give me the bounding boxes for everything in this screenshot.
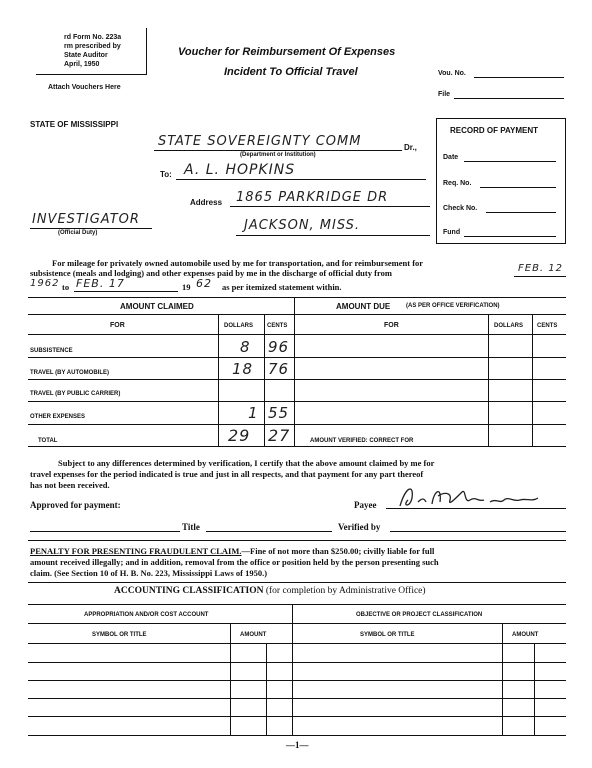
row-label-other: OTHER EXPENSES <box>30 414 86 420</box>
table-divider-right-dollars <box>488 314 489 446</box>
state-label: STATE OF MISSISSIPPI <box>30 120 119 129</box>
acct-bottom-rule <box>28 735 566 736</box>
col-dollars-left: DOLLARS <box>224 323 253 329</box>
statement-line1: For mileage for privately owned automobile used by me for transportation, and for reimbursement for <box>52 258 424 268</box>
payee-label: Payee <box>354 500 377 510</box>
penalty-text <box>30 546 434 556</box>
table-top-rule <box>28 297 566 298</box>
other-cents: 55 <box>268 404 290 422</box>
approved-label: Approved for payment: <box>30 500 121 510</box>
address-label: Address <box>190 198 223 207</box>
row-label-travel-public: TRAVEL (BY PUBLIC CARRIER) <box>30 391 121 397</box>
dr-label: Dr., <box>404 143 417 152</box>
other-dollars: 1 <box>248 404 259 422</box>
acct-divider <box>534 643 535 735</box>
table-bottom-rule <box>28 446 566 447</box>
total-cents: 27 <box>268 426 291 445</box>
row-rule <box>28 424 566 425</box>
to-word: to <box>62 282 70 292</box>
amount-header-left: AMOUNT <box>240 632 267 638</box>
record-title: RECORD OF PAYMENT <box>450 126 539 135</box>
penalty-line3: claim. (See Section 10 of H. B. No. 223, Mississippi Laws of 1950.) <box>30 568 268 578</box>
duty-field[interactable] <box>30 228 152 229</box>
record-fund-label: Fund <box>443 229 461 236</box>
dept-caption: (Department or Institution) <box>240 152 316 158</box>
form-subtitle: Incident To Official Travel <box>224 66 358 78</box>
travel-auto-cents: 76 <box>268 360 290 378</box>
row-rule <box>28 401 566 402</box>
form-line: rm prescribed by <box>64 43 121 50</box>
travel-auto-dollars: 18 <box>232 360 254 378</box>
title-label: Title <box>182 522 200 532</box>
verified-by-field[interactable] <box>390 531 566 532</box>
amount-claimed-header: AMOUNT CLAIMED <box>120 302 194 311</box>
attach-vouchers: Attach Vouchers Here <box>48 84 121 91</box>
record-check-field[interactable] <box>486 212 556 213</box>
statement-line2: subsistence (meals and lodging) and other expenses paid by me in the discharge of official duty from <box>30 268 392 278</box>
amount-verified-label: AMOUNT VERIFIED: CORRECT FOR <box>310 438 414 444</box>
page-number: —1— <box>286 740 309 750</box>
department-value: STATE SOVEREIGNTY COMM <box>158 134 362 149</box>
total-dollars: 29 <box>228 426 251 445</box>
acct-row-rule <box>28 698 566 699</box>
form-number <box>64 33 121 69</box>
col-for-right: FOR <box>384 322 399 329</box>
amount-header-right: AMOUNT <box>512 632 539 638</box>
amount-due-note: (AS PER OFFICE VERIFICATION) <box>406 303 500 309</box>
record-req-label: Req. No. <box>443 180 472 187</box>
payee-signature <box>392 480 562 512</box>
nineteen: 19 <box>182 282 191 292</box>
acct-divider <box>230 623 231 735</box>
payee-name-field[interactable] <box>176 179 426 180</box>
from-date: FEB. 12 <box>518 263 564 274</box>
row-label-total: TOTAL <box>38 438 58 444</box>
approval-signature-field[interactable] <box>30 531 180 532</box>
form-line: State Auditor <box>64 52 108 59</box>
form-line: rd Form No. 223a <box>64 34 122 41</box>
accounting-top-rule <box>28 582 566 583</box>
accounting-title-rule <box>28 604 566 605</box>
symbol-header-right: SYMBOL OR TITLE <box>360 632 415 638</box>
duty-caption: (Official Duty) <box>58 230 98 236</box>
form-line: April, 1950 <box>64 61 100 68</box>
table-divider-left-cents <box>264 314 265 446</box>
col-dollars-right: DOLLARS <box>494 323 523 329</box>
penalty-rule <box>28 540 566 541</box>
table-subheader-rule <box>28 314 566 315</box>
record-date-field[interactable] <box>464 161 556 162</box>
table-divider-left-dollars <box>218 314 219 446</box>
symbol-header-left: SYMBOL OR TITLE <box>92 632 147 638</box>
from-date-field[interactable] <box>514 276 566 277</box>
acct-row-rule <box>28 716 566 717</box>
col-for-left: FOR <box>110 322 125 329</box>
table-divider-right-cents <box>532 314 533 446</box>
official-duty: INVESTIGATOR <box>32 212 140 227</box>
to-label: To: <box>160 170 172 179</box>
record-req-field[interactable] <box>480 187 556 188</box>
row-label-travel-auto: TRAVEL (BY AUTOMOBILE) <box>30 370 110 376</box>
payee-name: A. L. HOPKINS <box>184 162 296 178</box>
to-date-field[interactable] <box>74 291 178 292</box>
to-date: FEB. 17 <box>76 277 125 290</box>
row-rule <box>28 357 566 358</box>
subsistence-dollars: 8 <box>240 338 251 356</box>
department-field[interactable] <box>154 150 402 151</box>
amount-due-header: AMOUNT DUE <box>336 302 391 311</box>
acct-divider <box>266 643 267 735</box>
file-label: File <box>438 91 451 98</box>
cert-line3: has not been received. <box>30 480 110 490</box>
address-line1: 1865 PARKRIDGE DR <box>236 190 389 205</box>
cert-line1: Subject to any differences determined by verification, I certify that the above amount claimed by me for <box>58 458 435 468</box>
subsistence-cents: 96 <box>268 338 290 356</box>
objective-header: OBJECTIVE OR PROJECT CLASSIFICATION <box>356 612 483 618</box>
accounting-title-row <box>114 586 426 596</box>
cert-line2: travel expenses for the period indicated is true and just in all respects, and that payment for any part thereof <box>30 469 424 479</box>
row-label-subsistence: SUBSISTENCE <box>30 348 73 354</box>
file-field[interactable] <box>454 98 564 99</box>
acct-row-rule <box>28 680 566 681</box>
statement-tail: as per itemized statement within. <box>222 282 342 292</box>
year-1: 1962 <box>30 278 60 289</box>
vou-no-label: Vou. No. <box>438 70 466 77</box>
record-check-label: Check No. <box>443 205 478 212</box>
table-header-rule <box>28 334 566 335</box>
accounting-subtitle: (for completion by Administrative Office) <box>265 586 426 596</box>
accounting-title: ACCOUNTING CLASSIFICATION <box>114 586 264 596</box>
title-field[interactable] <box>206 531 332 532</box>
address-field-1[interactable] <box>230 206 430 207</box>
form-title: Voucher for Reimbursement Of Expenses <box>178 46 396 58</box>
address-line2: JACKSON, MISS. <box>244 218 361 233</box>
penalty-line1: —Fine of not more than $250.00; civilly liable for full <box>241 546 435 556</box>
record-fund-field[interactable] <box>464 236 556 237</box>
row-rule <box>28 379 566 380</box>
penalty-heading: PENALTY FOR PRESENTING FRAUDULENT CLAIM. <box>30 546 242 556</box>
verified-by-label: Verified by <box>338 522 381 532</box>
acct-divider <box>502 623 503 735</box>
address-field-2[interactable] <box>236 235 430 236</box>
year-2: 62 <box>196 277 212 290</box>
record-date-label: Date <box>443 154 459 161</box>
accounting-header-rule <box>28 643 566 644</box>
penalty-line2: amount received illegally; and in addition, removal from the office or position held by the person presenting such <box>30 557 439 567</box>
col-cents-right: CENTS <box>537 323 558 329</box>
accounting-mid-rule <box>28 623 566 624</box>
appropriation-header: APPROPRIATION AND/OR COST ACCOUNT <box>84 612 209 618</box>
col-cents-left: CENTS <box>267 323 288 329</box>
vou-no-field[interactable] <box>474 77 564 78</box>
acct-row-rule <box>28 662 566 663</box>
